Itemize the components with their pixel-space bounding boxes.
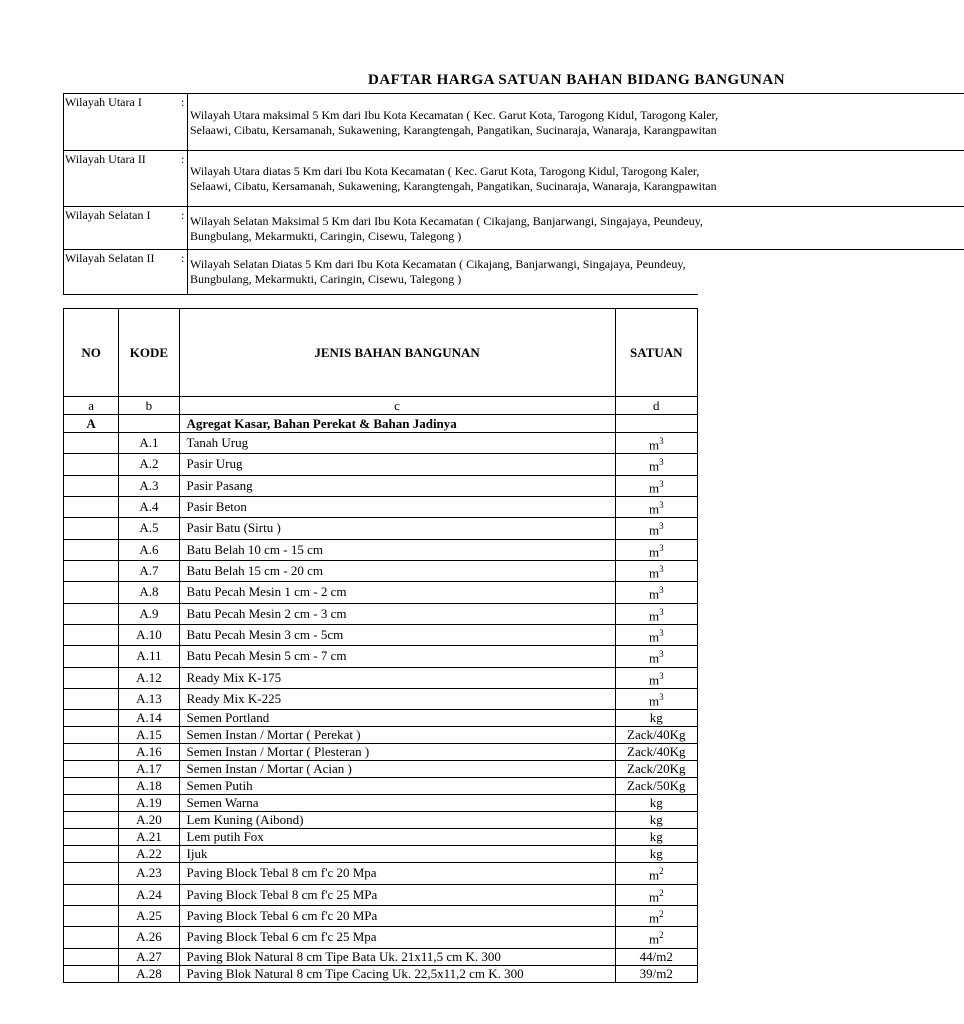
satuan-unit: m bbox=[648, 867, 660, 883]
row-jenis: Semen Putih bbox=[179, 778, 615, 795]
row-kode: A.6 bbox=[119, 539, 179, 560]
satuan-exponent: 3 bbox=[659, 499, 664, 510]
region-row bbox=[64, 206, 964, 250]
table-row bbox=[64, 688, 698, 709]
row-kode: A.20 bbox=[119, 812, 179, 829]
region-description bbox=[190, 257, 686, 287]
row-jenis: Tanah Urug bbox=[179, 433, 615, 454]
region-name: Wilayah Selatan I bbox=[65, 208, 151, 222]
region-name: Wilayah Utara I bbox=[65, 95, 142, 109]
satuan-exponent: 3 bbox=[659, 585, 664, 596]
row-jenis: Batu Pecah Mesin 5 cm - 7 cm bbox=[179, 646, 615, 667]
row-jenis: Batu Pecah Mesin 1 cm - 2 cm bbox=[179, 582, 615, 603]
row-jenis: Lem putih Fox bbox=[179, 829, 615, 846]
row-kode: A.13 bbox=[119, 688, 179, 709]
row-no bbox=[64, 475, 119, 496]
row-no bbox=[64, 518, 119, 539]
row-jenis: Pasir Beton bbox=[179, 496, 615, 517]
letter-kode: b bbox=[119, 397, 179, 415]
satuan-unit: m bbox=[648, 650, 660, 666]
row-satuan bbox=[615, 454, 697, 475]
satuan-unit: m bbox=[648, 565, 660, 581]
row-kode: A.3 bbox=[119, 475, 179, 496]
row-no bbox=[64, 863, 119, 884]
satuan-unit: m bbox=[648, 629, 660, 645]
row-jenis: Paving Block Tebal 8 cm f'c 25 MPa bbox=[179, 884, 615, 905]
row-satuan bbox=[615, 646, 697, 667]
row-jenis: Batu Belah 15 cm - 20 cm bbox=[179, 560, 615, 581]
row-no bbox=[64, 710, 119, 727]
satuan-exponent: 3 bbox=[659, 478, 664, 489]
satuan-unit: kg bbox=[649, 829, 663, 845]
row-no bbox=[64, 727, 119, 744]
row-satuan bbox=[615, 603, 697, 624]
row-kode: A.17 bbox=[119, 761, 179, 778]
row-satuan bbox=[615, 539, 697, 560]
satuan-exponent: 3 bbox=[659, 436, 664, 446]
row-jenis: Semen Portland bbox=[179, 710, 615, 727]
satuan-unit: m bbox=[648, 458, 660, 474]
row-kode: A.2 bbox=[119, 454, 179, 475]
satuan-unit: 39/m2 bbox=[639, 965, 673, 981]
row-no bbox=[64, 927, 119, 948]
table-row bbox=[64, 646, 698, 667]
satuan-unit: Zack/50Kg bbox=[627, 778, 686, 794]
row-satuan bbox=[615, 667, 697, 688]
satuan-unit: m bbox=[648, 543, 660, 559]
row-jenis: Batu Pecah Mesin 2 cm - 3 cm bbox=[179, 603, 615, 624]
row-kode: A.1 bbox=[119, 433, 179, 454]
table-row bbox=[64, 433, 698, 454]
table-row bbox=[64, 927, 698, 948]
satuan-unit: m bbox=[648, 607, 660, 623]
row-no bbox=[64, 539, 119, 560]
row-satuan bbox=[615, 518, 697, 539]
letter-jenis: c bbox=[179, 397, 615, 415]
table-row bbox=[64, 582, 698, 603]
table-row bbox=[64, 863, 698, 884]
table-row bbox=[64, 778, 698, 795]
row-satuan bbox=[615, 744, 697, 761]
satuan-exponent: 3 bbox=[659, 606, 664, 617]
table-row bbox=[64, 846, 698, 863]
satuan-unit: 44/m2 bbox=[639, 948, 673, 964]
header-satuan: SATUAN bbox=[615, 309, 697, 397]
region-description-line: Selaawi, Cibatu, Kersamanah, Sukawening, Karangtengah, Pangatikan, Sucinaraja, Wanaraja, Karangpawitan bbox=[190, 123, 717, 137]
row-kode: A.11 bbox=[119, 646, 179, 667]
satuan-unit: kg bbox=[649, 795, 663, 811]
row-satuan bbox=[615, 829, 697, 846]
satuan-unit: kg bbox=[649, 846, 663, 862]
satuan-exponent: 3 bbox=[659, 457, 664, 468]
section-satuan bbox=[615, 415, 697, 433]
row-satuan bbox=[615, 688, 697, 709]
region-name: Wilayah Utara II bbox=[65, 152, 146, 166]
table-row bbox=[64, 965, 698, 982]
table-row bbox=[64, 744, 698, 761]
region-description-line: Wilayah Selatan Diatas 5 Km dari Ibu Kota Kecamatan ( Cikajang, Banjarwangi, Singajaya, Peundeuy, bbox=[190, 257, 686, 271]
header-no: NO bbox=[64, 309, 119, 397]
region-colon: : bbox=[181, 152, 185, 166]
row-no bbox=[64, 646, 119, 667]
table-row bbox=[64, 454, 698, 475]
page-title: DAFTAR HARGA SATUAN BAHAN BIDANG BANGUNAN bbox=[368, 72, 786, 88]
region-description-line: Selaawi, Cibatu, Kersamanah, Sukawening, Karangtengah, Pangatikan, Sucinaraja, Wanaraja, Karangpawitan bbox=[190, 179, 717, 193]
table-row bbox=[64, 560, 698, 581]
table-row bbox=[64, 710, 698, 727]
price-table-container bbox=[63, 308, 697, 981]
table-row bbox=[64, 948, 698, 965]
row-no bbox=[64, 905, 119, 926]
region-legend bbox=[63, 93, 719, 295]
satuan-exponent: 3 bbox=[659, 691, 664, 702]
row-satuan bbox=[615, 624, 697, 645]
row-satuan bbox=[615, 582, 697, 603]
row-jenis: Paving Block Tebal 6 cm f'c 20 MPa bbox=[179, 905, 615, 926]
satuan-exponent: 3 bbox=[659, 542, 664, 553]
row-satuan bbox=[615, 761, 697, 778]
region-description-line: Wilayah Utara maksimal 5 Km dari Ibu Kota Kecamatan ( Kec. Garut Kota, Tarogong Kidul, Tarogong Kaler, bbox=[190, 108, 719, 122]
region-row bbox=[64, 150, 964, 207]
region-colon: : bbox=[181, 208, 185, 222]
row-no bbox=[64, 433, 119, 454]
region-colon: : bbox=[181, 95, 185, 109]
row-kode: A.26 bbox=[119, 927, 179, 948]
table-row bbox=[64, 603, 698, 624]
satuan-exponent: 3 bbox=[659, 649, 664, 660]
row-jenis: Semen Instan / Mortar ( Perekat ) bbox=[179, 727, 615, 744]
region-divider bbox=[187, 94, 188, 151]
region-row bbox=[64, 249, 964, 295]
table-row bbox=[64, 795, 698, 812]
table-body bbox=[64, 397, 698, 983]
row-kode: A.19 bbox=[119, 795, 179, 812]
row-kode: A.8 bbox=[119, 582, 179, 603]
row-jenis: Semen Warna bbox=[179, 795, 615, 812]
satuan-unit: Zack/40Kg bbox=[627, 727, 686, 743]
satuan-exponent: 3 bbox=[659, 627, 664, 638]
satuan-unit: m bbox=[648, 586, 660, 602]
table-row bbox=[64, 905, 698, 926]
row-kode: A.10 bbox=[119, 624, 179, 645]
satuan-unit: m bbox=[648, 888, 660, 904]
region-name: Wilayah Selatan II bbox=[65, 251, 155, 265]
region-row bbox=[64, 93, 964, 151]
letter-satuan: d bbox=[615, 397, 697, 415]
table-row bbox=[64, 727, 698, 744]
satuan-exponent: 2 bbox=[659, 866, 664, 877]
row-no bbox=[64, 948, 119, 965]
row-no bbox=[64, 603, 119, 624]
table-row bbox=[64, 475, 698, 496]
satuan-unit: m bbox=[648, 931, 660, 947]
header-jenis: JENIS BAHAN BANGUNAN bbox=[179, 309, 615, 397]
row-jenis: Paving Block Tebal 6 cm f'c 25 Mpa bbox=[179, 927, 615, 948]
row-kode: A.21 bbox=[119, 829, 179, 846]
row-no bbox=[64, 744, 119, 761]
region-description bbox=[190, 214, 703, 244]
row-no bbox=[64, 778, 119, 795]
row-jenis: Batu Belah 10 cm - 15 cm bbox=[179, 539, 615, 560]
region-colon: : bbox=[181, 251, 185, 265]
table-row bbox=[64, 829, 698, 846]
satuan-unit: m bbox=[648, 437, 660, 453]
row-satuan bbox=[615, 927, 697, 948]
table-row bbox=[64, 624, 698, 645]
row-kode: A.24 bbox=[119, 884, 179, 905]
row-jenis: Semen Instan / Mortar ( Acian ) bbox=[179, 761, 615, 778]
row-satuan bbox=[615, 884, 697, 905]
satuan-unit: kg bbox=[649, 812, 663, 828]
row-no bbox=[64, 582, 119, 603]
row-jenis: Pasir Batu (Sirtu ) bbox=[179, 518, 615, 539]
header-kode: KODE bbox=[119, 309, 179, 397]
section-no: A bbox=[64, 415, 119, 433]
row-satuan bbox=[615, 710, 697, 727]
region-divider bbox=[187, 151, 188, 207]
region-description-line: Wilayah Utara diatas 5 Km dari Ibu Kota Kecamatan ( Kec. Garut Kota, Tarogong Kidul, Tarogong Kaler, bbox=[190, 164, 700, 178]
satuan-unit: m bbox=[648, 522, 660, 538]
letter-no: a bbox=[64, 397, 119, 415]
region-description bbox=[190, 164, 717, 194]
satuan-unit: m bbox=[648, 479, 660, 495]
row-kode: A.9 bbox=[119, 603, 179, 624]
row-no bbox=[64, 812, 119, 829]
row-jenis: Paving Block Tebal 8 cm f'c 20 Mpa bbox=[179, 863, 615, 884]
satuan-unit: m bbox=[648, 671, 660, 687]
row-satuan bbox=[615, 778, 697, 795]
row-kode: A.22 bbox=[119, 846, 179, 863]
row-no bbox=[64, 667, 119, 688]
row-satuan bbox=[615, 948, 697, 965]
row-kode: A.25 bbox=[119, 905, 179, 926]
row-no bbox=[64, 761, 119, 778]
row-no bbox=[64, 624, 119, 645]
region-divider bbox=[187, 250, 188, 295]
row-kode: A.23 bbox=[119, 863, 179, 884]
section-kode bbox=[119, 415, 179, 433]
table-header-row bbox=[64, 309, 698, 397]
region-description-line: Wilayah Selatan Maksimal 5 Km dari Ibu Kota Kecamatan ( Cikajang, Banjarwangi, Singajaya, Peundeuy, bbox=[190, 214, 703, 228]
row-satuan bbox=[615, 812, 697, 829]
row-no bbox=[64, 884, 119, 905]
table-row bbox=[64, 518, 698, 539]
row-satuan bbox=[615, 846, 697, 863]
satuan-unit: Zack/20Kg bbox=[627, 761, 686, 777]
row-satuan bbox=[615, 475, 697, 496]
region-description-line: Bungbulang, Mekarmukti, Caringin, Cisewu, Talegong ) bbox=[190, 229, 462, 243]
row-satuan bbox=[615, 965, 697, 982]
satuan-unit: m bbox=[648, 910, 660, 926]
table-row bbox=[64, 884, 698, 905]
row-jenis: Batu Pecah Mesin 3 cm - 5cm bbox=[179, 624, 615, 645]
row-kode: A.4 bbox=[119, 496, 179, 517]
row-satuan bbox=[615, 795, 697, 812]
satuan-exponent: 3 bbox=[659, 563, 664, 574]
row-no bbox=[64, 846, 119, 863]
row-jenis: Lem Kuning (Aibond) bbox=[179, 812, 615, 829]
row-jenis: Paving Blok Natural 8 cm Tipe Cacing Uk. 22,5x11,2 cm K. 300 bbox=[179, 965, 615, 982]
row-satuan bbox=[615, 433, 697, 454]
row-jenis: Pasir Pasang bbox=[179, 475, 615, 496]
row-no bbox=[64, 454, 119, 475]
row-no bbox=[64, 795, 119, 812]
row-jenis: Pasir Urug bbox=[179, 454, 615, 475]
region-description bbox=[190, 108, 718, 138]
satuan-unit: Zack/40Kg bbox=[627, 744, 686, 760]
row-jenis: Semen Instan / Mortar ( Plesteran ) bbox=[179, 744, 615, 761]
satuan-unit: m bbox=[648, 693, 660, 709]
satuan-unit: kg bbox=[649, 710, 663, 726]
satuan-exponent: 2 bbox=[659, 908, 664, 919]
row-kode: A.5 bbox=[119, 518, 179, 539]
row-kode: A.12 bbox=[119, 667, 179, 688]
row-jenis: Ready Mix K-175 bbox=[179, 667, 615, 688]
row-satuan bbox=[615, 560, 697, 581]
row-kode: A.27 bbox=[119, 948, 179, 965]
price-table bbox=[63, 308, 698, 983]
row-kode: A.16 bbox=[119, 744, 179, 761]
satuan-unit: m bbox=[648, 501, 660, 517]
table-row bbox=[64, 496, 698, 517]
table-row bbox=[64, 539, 698, 560]
row-no bbox=[64, 560, 119, 581]
table-row bbox=[64, 761, 698, 778]
row-satuan bbox=[615, 496, 697, 517]
row-jenis: Paving Blok Natural 8 cm Tipe Bata Uk. 21x11,5 cm K. 300 bbox=[179, 948, 615, 965]
satuan-exponent: 3 bbox=[659, 670, 664, 681]
row-kode: A.18 bbox=[119, 778, 179, 795]
region-divider bbox=[187, 207, 188, 250]
row-kode: A.7 bbox=[119, 560, 179, 581]
region-description-line: Bungbulang, Mekarmukti, Caringin, Cisewu, Talegong ) bbox=[190, 272, 462, 286]
row-satuan bbox=[615, 905, 697, 926]
row-no bbox=[64, 496, 119, 517]
row-no bbox=[64, 965, 119, 982]
satuan-exponent: 2 bbox=[659, 930, 664, 941]
row-jenis: Ready Mix K-225 bbox=[179, 688, 615, 709]
column-letter-row bbox=[64, 397, 698, 415]
section-row bbox=[64, 415, 698, 433]
section-label: Agregat Kasar, Bahan Perekat & Bahan Jadinya bbox=[179, 415, 615, 433]
row-jenis: Ijuk bbox=[179, 846, 615, 863]
row-no bbox=[64, 829, 119, 846]
row-kode: A.28 bbox=[119, 965, 179, 982]
row-no bbox=[64, 688, 119, 709]
row-satuan bbox=[615, 727, 697, 744]
table-row bbox=[64, 812, 698, 829]
row-kode: A.15 bbox=[119, 727, 179, 744]
row-kode: A.14 bbox=[119, 710, 179, 727]
table-row bbox=[64, 667, 698, 688]
row-satuan bbox=[615, 863, 697, 884]
satuan-exponent: 3 bbox=[659, 521, 664, 532]
satuan-exponent: 2 bbox=[659, 887, 664, 898]
